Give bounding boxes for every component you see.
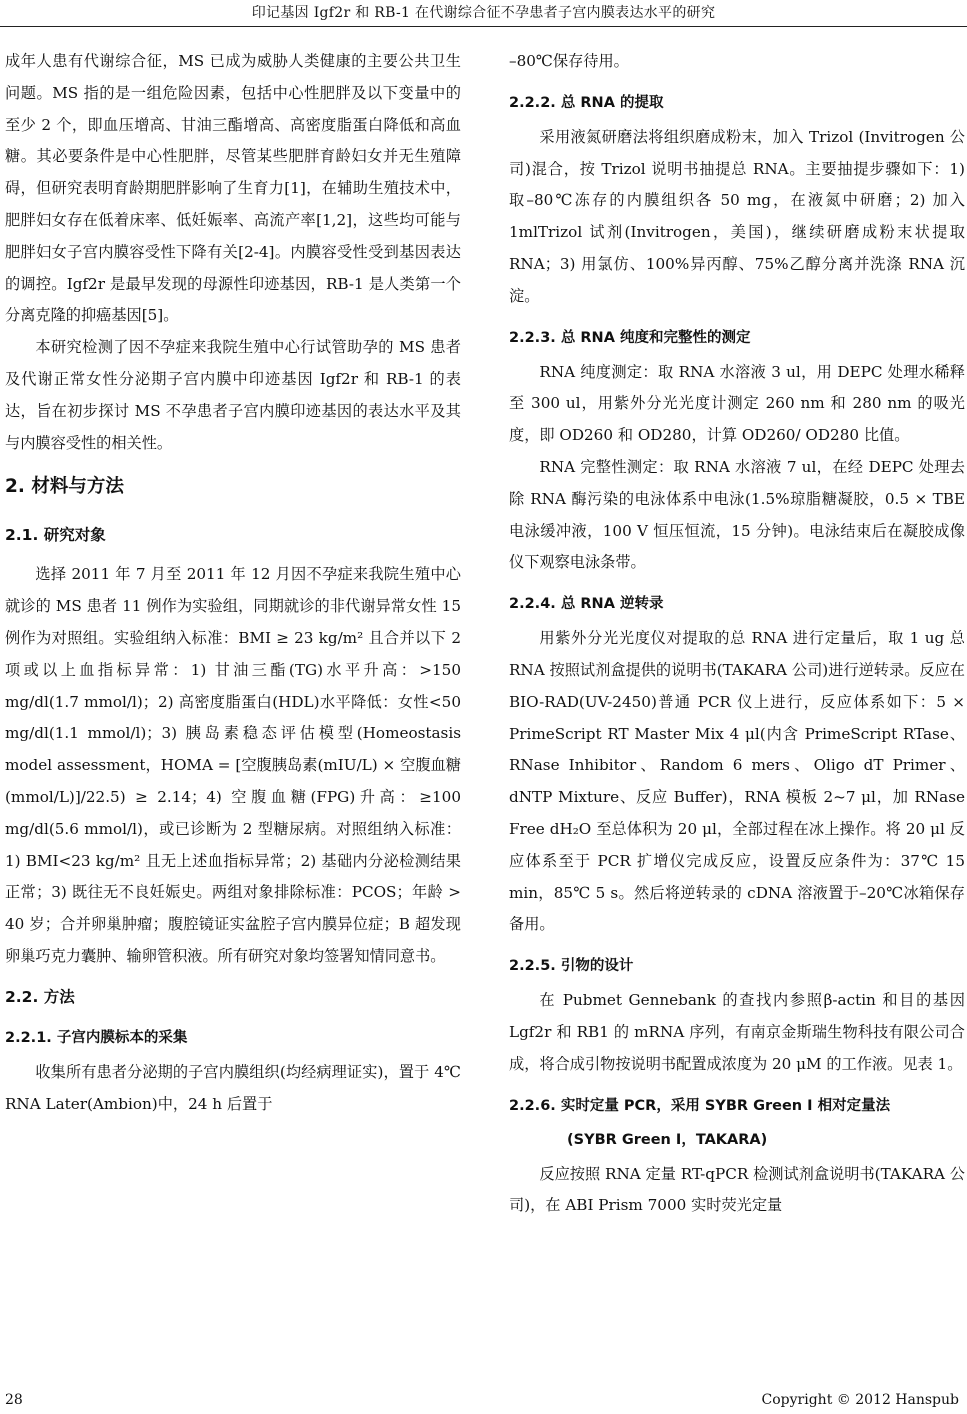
section-heading-reverse-transcription: 2.2.4. 总 RNA 逆转录	[509, 596, 664, 613]
section-heading-specimen-collection: 2.2.1. 子宫内膜标本的采集	[5, 1029, 188, 1046]
section-heading-rna-extraction: 2.2.2. 总 RNA 的提取	[509, 94, 664, 111]
page-number: 28	[5, 1392, 23, 1408]
paragraph-storage: –80℃保存待用。	[509, 52, 629, 70]
paragraph-realtime-pcr: 反应按照 RNA 定量 RT-qPCR 检测试剂盒说明书(TAKARA 公司)，在 ABI Prism 7000 实时荧光定量	[509, 1164, 965, 1215]
left-column	[5, 46, 461, 1120]
paragraph-specimen-collection: 收集所有患者分泌期的子宫内膜组织(均经病理证实)，置于 4℃ RNA Later(Ambion)中，24 h 后置于	[5, 1062, 461, 1113]
paragraph-rna-integrity: RNA 完整性测定：取 RNA 水溶液 7 ul，在经 DEPC 处理去除 RNA 酶污染的电泳体系中电泳(1.5%琼脂糖凝胶，0.5 × TBE 电泳缓冲液，100 V 恒压恒流，15 分钟)。电泳结束后在凝胶成像仪下观察电泳条带。	[509, 457, 965, 572]
right-column	[509, 46, 965, 1222]
section-heading-realtime-pcr-cont: (SYBR Green I，TAKARA)	[567, 1131, 768, 1148]
section-heading-subjects: 2.1. 研究对象	[5, 526, 106, 545]
running-header: 印记基因 Igf2r 和 RB-1 在代谢综合征不孕患者子宫内膜表达水平的研究	[251, 5, 716, 21]
paragraph-rna-purity: RNA 纯度测定：取 RNA 水溶液 3 ul，用 DEPC 处理水稀释至 300 ul，用紫外分光光度计测定 260 nm 和 280 nm 的吸光度，即 OD260 和 OD280，计算 OD260/ OD280 比值。	[509, 362, 965, 445]
section-heading-methods: 2.2. 方法	[5, 987, 75, 1006]
section-heading-primer-design: 2.2.5. 引物的设计	[509, 958, 634, 975]
paragraph-rna-extraction: 采用液氮研磨法将组织磨成粉末，加入 Trizol (Invitrogen 公司)混合，按 Trizol 说明书抽提总 RNA。主要抽提步骤如下：1) 取–80℃冻存的内膜组织各 50 mg，在液氮中研磨；2) 加入 1mlTrizol 试剂(Invitrogen，美国)，继续研磨成粉末状提取 RNA；3) 用氯仿、100%异丙醇、75%乙醇分离并洗涤 RNA 沉淀。	[509, 127, 965, 305]
section-heading-rna-purity: 2.2.3. 总 RNA 纯度和完整性的测定	[509, 329, 751, 346]
copyright-notice: Copyright © 2012 Hanspub	[761, 1392, 959, 1408]
paragraph-reverse-transcription: 用紫外分光光度仪对提取的总 RNA 进行定量后，取 1 ug 总 RNA 按照试剂盒提供的说明书(TAKARA 公司)进行逆转录。反应在 BIO-RAD(UV-2450)普通 PCR 仪上进行，反应体系如下：5 × PrimeScript RT Master Mix 4 μl(内含 PrimeScript RTase、RNase Inhibitor、Random 6 mers、Oligo dT Primer、dNTP Mixture、反应 Buffer)，RNA 模板 2~7 μl，加 RNase Free dH₂O 至总体积为 20 μl，全部过程在冰上操作。将 20 μl 反应体系至于 PCR 扩增仪完成反应，设置反应条件为：37℃ 15 min，85℃ 5 s。然后将逆转录的 cDNA 溶液置于–20℃冰箱保存备用。	[509, 629, 965, 934]
header-rule	[0, 26, 967, 27]
paragraph-intro-1: 成年人患有代谢综合征，MS 已成为威胁人类健康的主要公共卫生问题。MS 指的是一组危险因素，包括中心性肥胖及以下变量中的至少 2 个，即血压增高、甘油三酯增高、高密度脂蛋白降低和高血糖。其必要条件是中心性肥胖，尽管某些肥胖育龄妇女并无生殖障碍，但研究表明育龄期肥胖影响了生育力[1]，在辅助生殖技术中，肥胖妇女存在低着床率、低妊娠率、高流产率[1,2]，这些均可能与肥胖妇女子宫内膜容受性下降有关[2-4]。内膜容受性受到基因表达的调控。Igf2r 是最早发现的母源性印迹基因，RB-1 是人类第一个分离克隆的抑癌基因[5]。	[5, 52, 461, 325]
section-heading-realtime-pcr: 2.2.6. 实时定量 PCR，采用 SYBR Green I 相对定量法	[509, 1097, 891, 1114]
paragraph-primer-design: 在 Pubmet Gennebank 的查找内参照β-actin 和目的基因 Lgf2r 和 RB1 的 mRNA 序列，有南京金斯瑞生物科技有限公司合成，将合成引物按说明书配置成浓度为 20 μM 的工作液。见表 1。	[509, 991, 965, 1073]
section-heading-materials-methods: 2. 材料与方法	[5, 476, 124, 498]
paragraph-intro-2: 本研究检测了因不孕症来我院生殖中心行试管助孕的 MS 患者及代谢正常女性分泌期子宫内膜中印迹基因 Igf2r 和 RB-1 的表达，旨在初步探讨 MS 不孕患者子宫内膜印迹基因的表达水平及其与内膜容受性的相关性。	[5, 338, 461, 452]
paragraph-subjects: 选择 2011 年 7 月至 2011 年 12 月因不孕症来我院生殖中心就诊的 MS 患者 11 例作为实验组，同期就诊的非代谢异常女性 15 例作为对照组。实验组纳入标准：BMI ≥ 23 kg/m² 且合并以下 2 项或以上血指标异常：1) 甘油三酯(TG)水平升高：>150 mg/dl(1.7 mmol/l)；2) 高密度脂蛋白(HDL)水平降低：女性<50 mg/dl(1.1 mmol/l)；3) 胰岛素稳态评估模型(Homeostasis model assessment，HOMA = [空腹胰岛素(mIU/L) × 空腹血糖(mmol/L)]/22.5) ≥ 2.14；4) 空腹血糖(FPG)升高：≥100 mg/dl(5.6 mmol/l)，或已诊断为 2 型糖尿病。对照组纳入标准：1) BMI<23 kg/m² 且无上述血指标异常；2) 基础内分泌检测结果正常；3) 既往无不良妊娠史。两组对象排除标准：PCOS；年龄 > 40 岁；合并卵巢肿瘤；腹腔镜证实盆腔子宫内膜异位症；B 超发现卵巢巧克力囊肿、输卵管积液。所有研究对象均签署知情同意书。	[5, 565, 461, 965]
